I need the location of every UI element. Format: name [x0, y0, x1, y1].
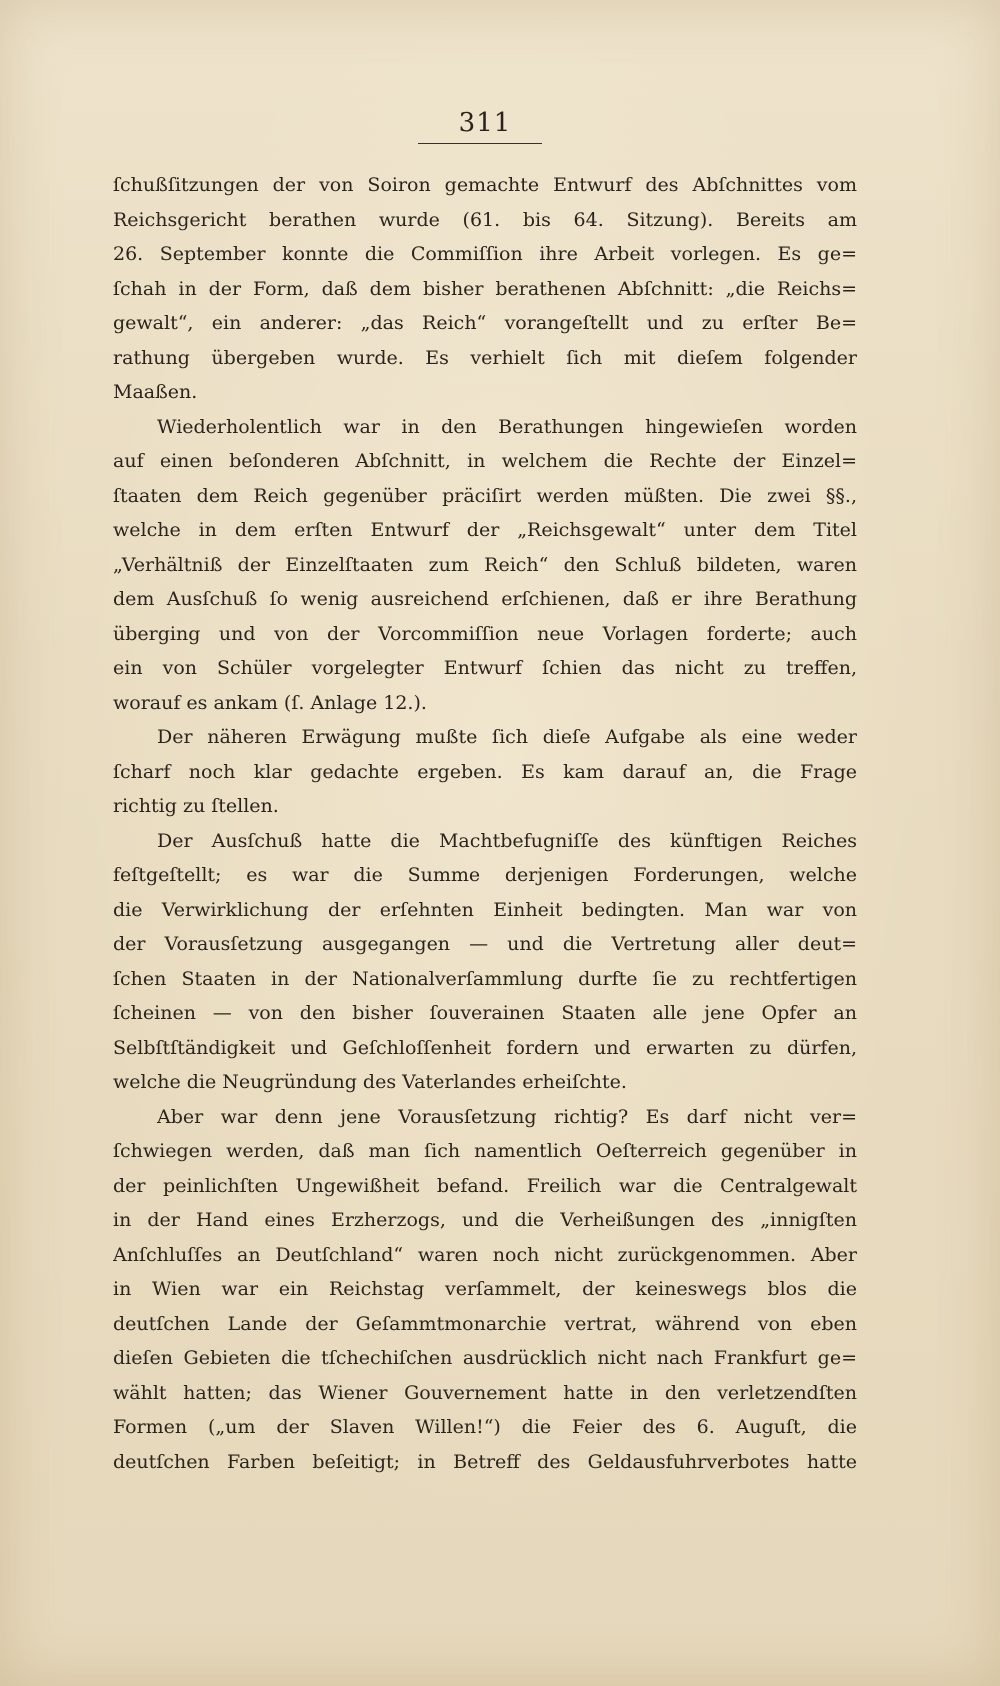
text-line: ſchußſitzungen der von Soiron gemachte Entwurf des Abſchnittes vom [113, 174, 857, 196]
text-line: der Vorausſetzung ausgegangen — und die Vertretung aller deut= [113, 933, 857, 955]
paragraph-first-line: Wiederholentlich war in den Berathungen hingewieſen worden [157, 415, 857, 438]
text-line: „Verhältniß der Einzelſtaaten zum Reich“ den Schluß bildeten, waren [113, 553, 857, 576]
text-line: wählt hatten; das Wiener Gouvernement hatte in den verletzendſten [113, 1381, 857, 1404]
text-line: ſchen Staaten in der Nationalverſammlung durfte ſie zu rechtfertigen [113, 967, 857, 990]
paragraph-first-line: Der Ausſchuß hatte die Machtbefugniſſe des künftigen Reiches [157, 829, 857, 852]
text-line: gewalt“, ein anderer: „das Reich“ vorangeſtellt und zu erſter Be= [113, 312, 857, 334]
text-line: feſtgeſtellt; es war die Summe derjenigen Forderungen, welche [113, 864, 857, 886]
text-line: ſcheinen — von den bisher ſouverainen Staaten alle jene Opfer an [113, 1002, 857, 1024]
page-number: 311 [458, 108, 512, 138]
text-line: dem Ausſchuß ſo wenig ausreichend erſchienen, daß er ihre Berathung [113, 588, 857, 610]
text-line: worauf es ankam (ſ. Anlage 12.). [113, 691, 427, 714]
text-line: in der Hand eines Erzherzogs, und die Verheißungen des „innigſten [113, 1209, 857, 1231]
text-line: dieſen Gebieten die tſchechiſchen ausdrücklich nicht nach Frankfurt ge= [113, 1347, 857, 1369]
text-line: Anſchluſſes an Deutſchland“ waren noch nicht zurückgenommen. Aber [113, 1243, 857, 1266]
text-line: welche in dem erſten Entwurf der „Reichsgewalt“ unter dem Titel [113, 519, 857, 541]
text-line: rathung übergeben wurde. Es verhielt ſich mit dieſem folgender [113, 346, 857, 369]
text-line: überging und von der Vorcommiſſion neue Vorlagen forderte; auch [113, 622, 857, 645]
text-line: auf einen beſonderen Abſchnitt, in welchem die Rechte der Einzel= [113, 450, 857, 472]
text-line: ſchah in der Form, daß dem bisher berathenen Abſchnitt: „die Reichs= [113, 277, 857, 300]
header-rule [418, 143, 542, 144]
text-line: Formen („um der Slaven Willen!“) die Feier des 6. Auguſt, die [113, 1416, 857, 1438]
text-line: deutſchen Lande der Geſammtmonarchie vertrat, während von eben [113, 1312, 857, 1335]
text-line: in Wien war ein Reichstag verſammelt, der keineswegs blos die [113, 1278, 857, 1300]
text-line: Selbſtſtändigkeit und Geſchloſſenheit fordern und erwarten zu dürfen, [113, 1036, 857, 1059]
text-line: Maaßen. [113, 381, 198, 403]
text-line: 26. September konnte die Commiſſion ihre Arbeit vorlegen. Es ge= [113, 243, 857, 265]
text-line: Reichsgericht berathen wurde (61. bis 64. Sitzung). Bereits am [113, 208, 857, 231]
paragraph-first-line: Aber war denn jene Vorausſetzung richtig? Es darf nicht ver= [157, 1105, 857, 1128]
text-line: richtig zu ſtellen. [113, 795, 279, 817]
text-line: ſtaaten dem Reich gegenüber präciſirt werden müßten. Die zwei §§., [113, 484, 857, 507]
text-line: ſchwiegen werden, daß man ſich namentlich Oeſterreich gegenüber in [113, 1140, 857, 1162]
text-line: welche die Neugründung des Vaterlandes erheiſchte. [113, 1071, 627, 1093]
text-line: die Verwirklichung der erſehnten Einheit bedingten. Man war von [113, 898, 857, 921]
paragraph-first-line: Der näheren Erwägung mußte ſich dieſe Aufgabe als eine weder [157, 726, 857, 748]
text-line: ſcharf noch klar gedachte ergeben. Es kam darauf an, die Frage [113, 760, 857, 783]
text-line: deutſchen Farben beſeitigt; in Betreff des Geldausfuhrverbotes hatte [113, 1450, 857, 1473]
body-text [113, 168, 857, 1479]
text-line: ein von Schüler vorgelegter Entwurf ſchien das nicht zu treffen, [113, 657, 857, 679]
text-line: der peinlichſten Ungewißheit befand. Freilich war die Centralgewalt [113, 1174, 857, 1197]
